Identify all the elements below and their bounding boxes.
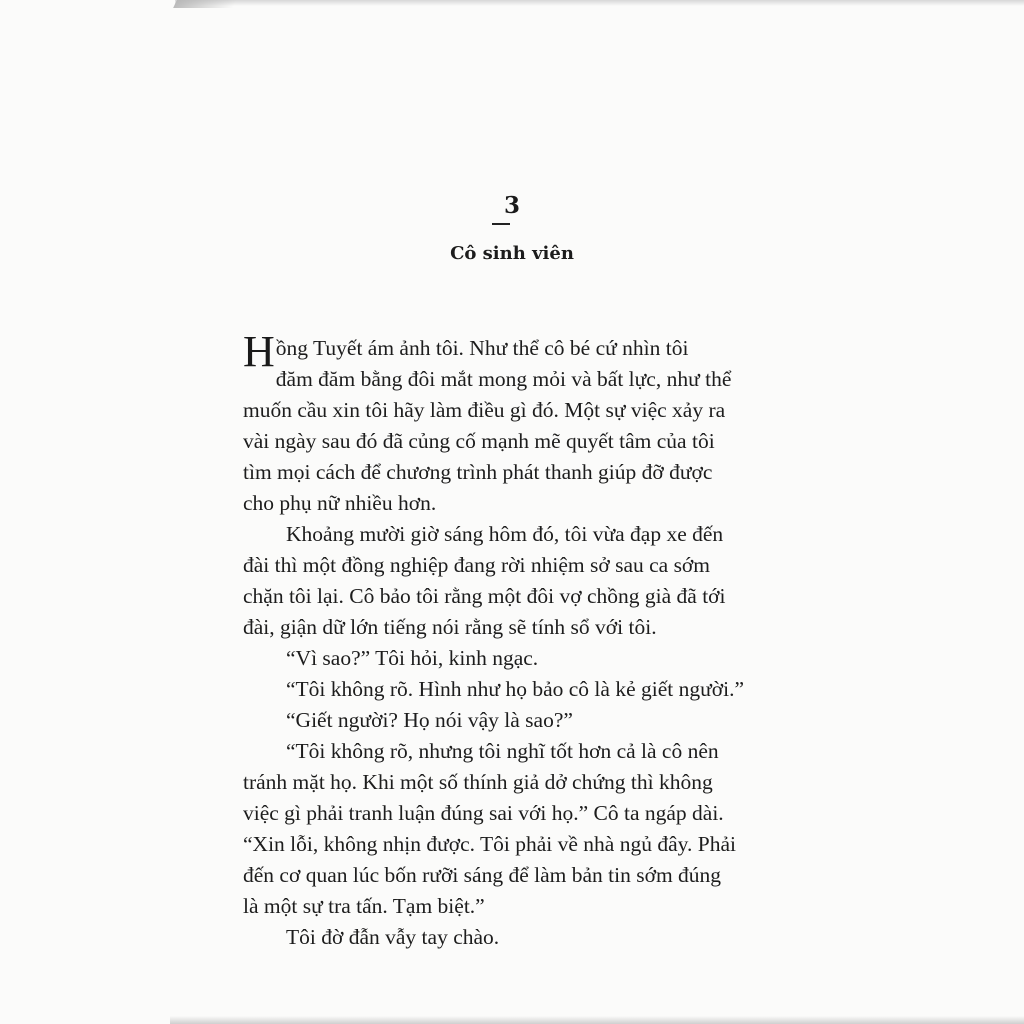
paragraph-line: việc gì phải tranh luận đúng sai với họ.” Cô ta ngáp dài. [243,801,724,825]
paragraph-line: cho phụ nữ nhiều hơn. [243,491,437,515]
paragraph-line [243,327,788,376]
dialogue-line: “Tôi không rõ. Hình như họ bảo cô là kẻ giết người.” [286,677,745,701]
paragraph-line: vài ngày sau đó đã củng cố mạnh mẽ quyết tâm của tôi [243,429,715,453]
paragraph-line: đài, giận dữ lớn tiếng nói rằng sẽ tính sổ với tôi. [243,615,657,639]
chapter-body [243,327,788,953]
paragraph [243,736,788,922]
page-edge-shadow-bottom [170,1016,1024,1024]
paragraph-line: chặn tôi lại. Cô bảo tôi rằng một đôi vợ chồng già đã tới [243,584,726,608]
line-text: ồng Tuyết ám ảnh tôi. Như thể cô bé cứ nhìn tôi [275,336,689,360]
paragraph-line: tránh mặt họ. Khi một số thính giả dở chứng thì không [243,770,713,794]
paragraph [243,922,788,953]
paragraph-line: tìm mọi cách để chương trình phát thanh giúp đỡ được [243,460,713,484]
chapter-number-underline [492,223,510,225]
paragraph [243,674,788,705]
paragraph-line: là một sự tra tấn. Tạm biệt.” [243,894,485,918]
paragraph [243,643,788,674]
paragraph-line: đến cơ quan lúc bốn rưỡi sáng để làm bản tin sớm đúng [243,863,722,887]
paragraph-line: “Xin lỗi, không nhịn được. Tôi phải về nhà ngủ đây. Phải [243,832,736,856]
drop-cap: H [243,327,275,376]
chapter-title: Cô sinh viên [450,243,574,264]
paragraph-line: đăm đăm bằng đôi mắt mong mỏi và bất lực, như thể [275,367,732,391]
dialogue-line: “Vì sao?” Tôi hỏi, kinh ngạc. [286,646,539,670]
chapter-number: 3 [503,192,520,219]
paragraph [243,519,788,643]
paragraph-line: Khoảng mười giờ sáng hôm đó, tôi vừa đạp xe đến [286,522,724,546]
paragraph-line: “Tôi không rõ, nhưng tôi nghĩ tốt hơn cả là cô nên [286,739,719,763]
paragraph [243,327,788,519]
paragraph-line: đài thì một đồng nghiệp đang rời nhiệm sở sau ca sớm [243,553,711,577]
page-edge-shadow-top [175,0,1024,6]
paragraph-line: muốn cầu xin tôi hãy làm điều gì đó. Một sự việc xảy ra [243,398,726,422]
dialogue-line: “Giết người? Họ nói vậy là sao?” [286,708,573,732]
paragraph [243,705,788,736]
paragraph-line: Tôi đờ đẫn vẫy tay chào. [286,925,500,949]
page-corner-shadow [173,0,237,8]
